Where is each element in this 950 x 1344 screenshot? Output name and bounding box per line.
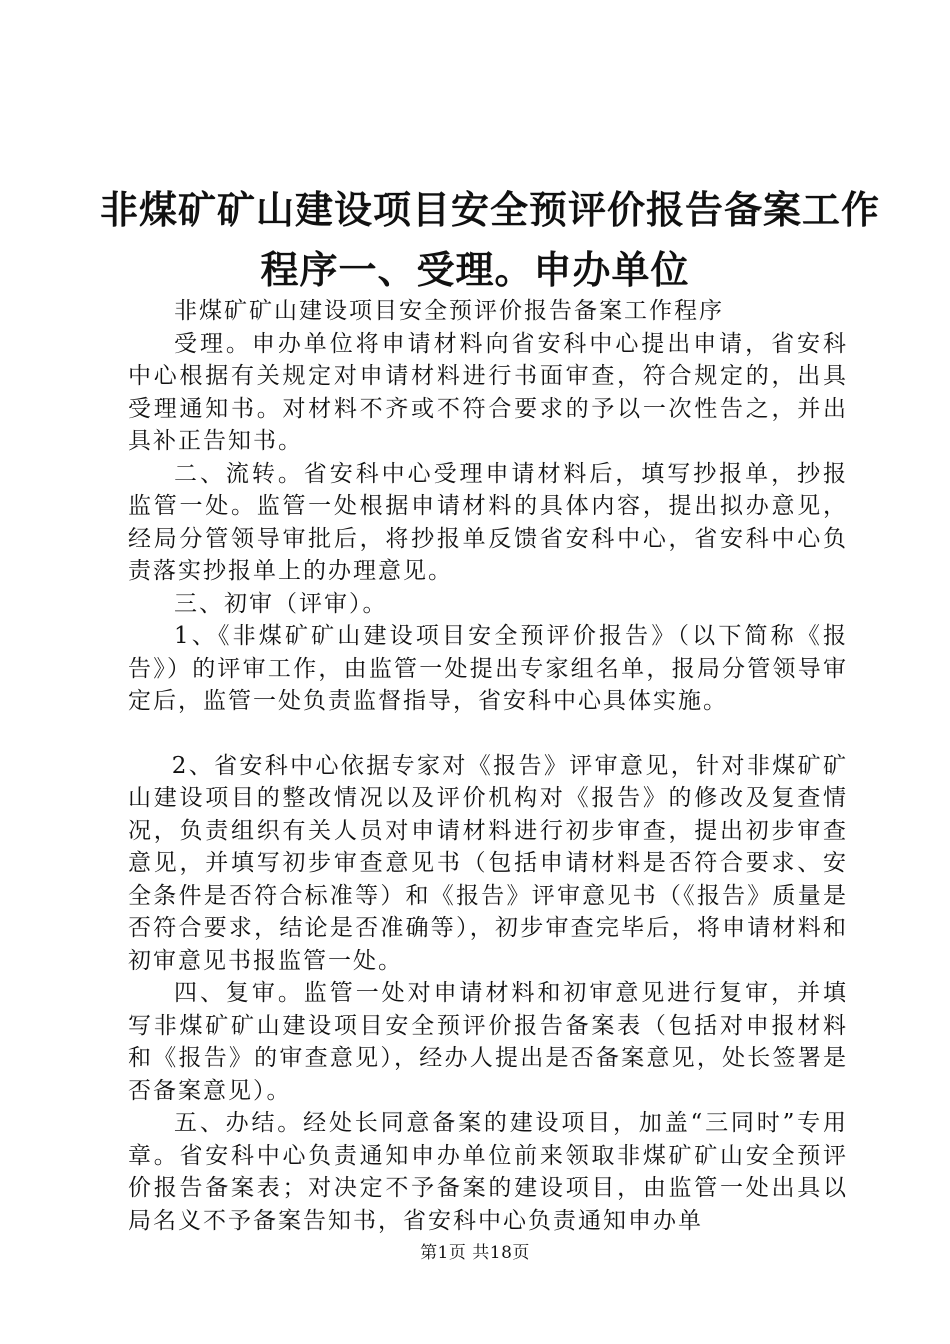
paragraph-accept: 受理。申办单位将申请材料向省安科中心提出申请，省安科中心根据有关规定对申请材料进行书面审查，符合规定的，出具受理通知书。对材料不齐或不符合要求的予以一次性告之，并出具补正告知书。 [128, 330, 848, 454]
document-title-line-2: 程序一、受理。申办单位 [260, 247, 690, 292]
paragraph-conclude: 五、办结。经处长同意备案的建设项目，加盖“三同时”专用章。省安科中心负责通知申办单位前来领取非煤矿矿山安全预评价报告备案表；对决定不予备案的建设项目，由监管一处出具以局名义不予备案告知书，省安科中心负责通知申办单 [128, 1110, 848, 1234]
paragraph-review-2: 2、省安科中心依据专家对《报告》评审意见，针对非煤矿矿山建设项目的整改情况以及评价机构对《报告》的修改及复查情况，负责组织有关人员对申请材料进行初步审查，提出初步审查意见，并填写初步审查意见书（包括申请材料是否符合要求、安全条件是否符合标准等）和《报告》评审意见书（《报告》质量是否符合要求，结论是否准确等），初步审查完毕后，将申请材料和初审意见书报监管一处。 [128, 752, 848, 974]
paragraph-heading: 非煤矿矿山建设项目安全预评价报告备案工作程序 [174, 298, 724, 324]
page-number-footer: 第1页 共18页 [420, 1243, 530, 1263]
paragraph-recheck: 四、复审。监管一处对申请材料和初审意见进行复审，并填写非煤矿矿山建设项目安全预评价报告备案表（包括对申报材料和《报告》的审查意见），经办人提出是否备案意见，处长签署是否备案意见）。 [128, 980, 848, 1104]
document-title-line-1: 非煤矿矿山建设项目安全预评价报告备案工作 [100, 187, 881, 232]
paragraph-preliminary-heading: 三、初审（评审）。 [174, 590, 388, 617]
paragraph-circulate: 二、流转。省安科中心受理申请材料后，填写抄报单，抄报监管一处。监管一处根据申请材料的具体内容，提出拟办意见，经局分管领导审批后，将抄报单反馈省安科中心，省安科中心负责落实抄报单上的办理意见。 [128, 460, 848, 584]
document-body [128, 295, 848, 1237]
paragraph-review-1: 1、《非煤矿矿山建设项目安全预评价报告》（以下简称《报告》）的评审工作，由监管一处提出专家组名单，报局分管领导审定后，监管一处负责监督指导，省安科中心具体实施。 [128, 623, 848, 714]
